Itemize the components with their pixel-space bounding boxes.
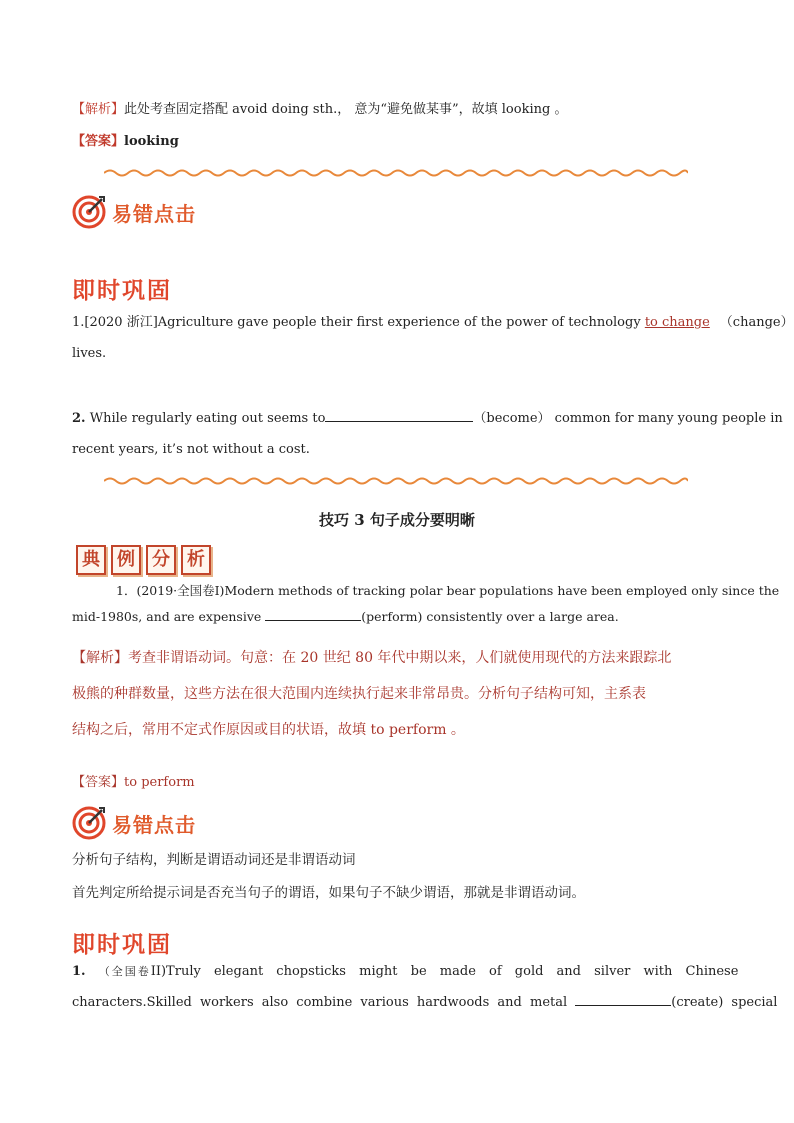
example-analysis-label xyxy=(76,545,216,575)
wavy-divider xyxy=(104,168,688,178)
example-q1-line1 xyxy=(116,582,779,600)
example-char: 分 xyxy=(146,545,176,575)
practice-heading: 即时巩固 xyxy=(72,932,172,958)
answer-tag: 【答案】 xyxy=(72,775,125,790)
example-char: 典 xyxy=(76,545,106,575)
analysis-tag: 【解析】 xyxy=(72,102,125,117)
example-char: 例 xyxy=(111,545,141,575)
q2-text: While regularly eating out seems to xyxy=(85,411,326,426)
analysis-line: 极熊的种群数量，这些方法在很大范围内连续执行起来非常昂贵。分析句子结构可知，主系表 xyxy=(72,686,646,702)
q1-source: （全国卷 xyxy=(98,965,151,978)
practice-heading: 即时巩固 xyxy=(72,278,172,304)
analysis-text: 此处考查固定搭配 avoid doing sth.， 意为“避免做某事”，故填 looking 。 xyxy=(124,102,568,117)
q2-hint: （become） common for many young people in xyxy=(473,411,783,426)
example-q-text: Modern methods of tracking polar bear populations have been employed only since the xyxy=(224,583,780,598)
analysis-line xyxy=(72,101,567,119)
example-analysis xyxy=(72,647,671,741)
practice-q2 xyxy=(72,409,783,428)
easy-mistake-badge xyxy=(72,195,196,229)
q1-text: Agriculture gave people their first experience of the power of technology xyxy=(157,315,645,330)
q1-hint: （change） xyxy=(719,315,794,330)
example-blank[interactable] xyxy=(265,608,361,621)
analysis-text: 考查非谓语动词。句意：在 20 世纪 80 年代中期以来，人们就使用现代的方法来跟踪北 xyxy=(128,650,672,666)
q1-prefix: 1.[2020 浙江] xyxy=(72,315,158,330)
target-icon xyxy=(72,195,106,229)
answer-text: to perform xyxy=(124,775,195,790)
example-char: 析 xyxy=(181,545,211,575)
q2-num: 2. xyxy=(72,411,86,426)
section-title: 技巧 3 句子成分要明晰 xyxy=(319,511,475,529)
practice-q1 xyxy=(72,314,794,332)
analysis-line xyxy=(72,647,671,669)
answer-text: looking xyxy=(124,134,179,149)
q2-cont: recent years, it’s not without a cost. xyxy=(72,442,310,457)
easy-mistake-label: 易错点击 xyxy=(112,812,196,837)
target-icon xyxy=(72,806,106,840)
example-q-prefix: 1．(2019·全国卷Ⅰ) xyxy=(116,583,225,598)
q1-num: 1. xyxy=(72,964,86,979)
example-q-text: mid-1980s, and are expensive xyxy=(72,609,266,624)
easy-mistake-label: 易错点击 xyxy=(112,201,196,226)
practice2-q1-line2 xyxy=(72,993,777,1012)
practice2-q1-line1 xyxy=(72,963,738,981)
q1-cont: lives. xyxy=(72,346,107,361)
easy-mistake-badge xyxy=(72,806,196,840)
q1-text: II)Truly elegant chopsticks might be made of gold and silver with Chinese xyxy=(150,964,739,979)
example-q-text: (perform) consistently over a large area. xyxy=(361,609,619,624)
wavy-divider xyxy=(104,476,688,486)
q1-blank[interactable] xyxy=(575,993,671,1006)
q1-text: characters.Skilled workers also combine various hardwoods and metal xyxy=(72,995,576,1010)
analysis-line: 结构之后，常用不定式作原因或目的状语，故填 to perform 。 xyxy=(72,722,465,738)
example-answer xyxy=(72,774,195,792)
q1-hint: (create) special xyxy=(671,995,778,1010)
q2-blank[interactable] xyxy=(325,409,473,422)
q1-answer: to change xyxy=(644,315,710,330)
answer-tag: 【答案】 xyxy=(72,134,125,149)
answer-line xyxy=(72,133,179,151)
analysis-tag: 【解析】 xyxy=(72,650,128,666)
mistake-line: 首先判定所给提示词是否充当句子的谓语，如果句子不缺少谓语，那就是非谓语动词。 xyxy=(72,885,585,901)
example-q1-line2 xyxy=(72,608,619,626)
mistake-line: 分析句子结构，判断是谓语动词还是非谓语动词 xyxy=(72,852,356,868)
